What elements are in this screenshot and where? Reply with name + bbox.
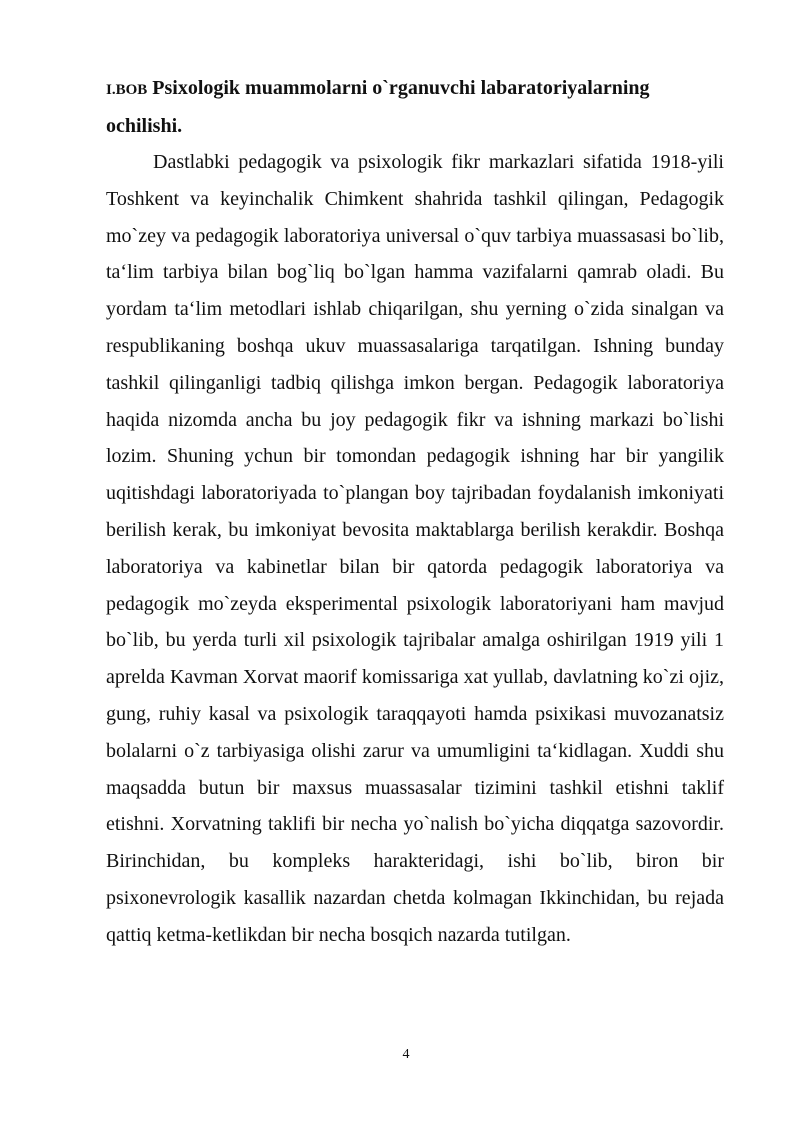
chapter-title: Psixologik muammolarni o`rganuvchi labaratoriyalarning ochilishi. xyxy=(106,77,650,137)
page-number: 4 xyxy=(402,1047,410,1062)
chapter-number: I.BOB xyxy=(106,82,148,98)
body-paragraph: Dastlabki pedagogik va psixologik fikr markazlari sifatida 1918-yili Toshkent va keyinchalik Chimkent shahrida tashkil qilingan, Pedagogik mo`zey va pedagogik laboratoriya universal o`quv tarbiya muassasasi bo`lib, ta‘lim tarbiya bilan bog`liq bo`lgan hamma vazifalarni qamrab oladi. Bu yordam ta‘lim metodlari ishlab chiqarilgan, shu yerning o`zida sinalgan va respublikaning boshqa ukuv muassasalariga tarqatilgan. Ishning bunday tashkil qilinganligi tadbiq qilishga imkon bergan. Pedagogik laboratoriya haqida nizomda ancha bu joy pedagogik fikr va ishning markazi bo`lishi lozim. Shuning ychun bir tomondan pedagogik ishning har bir yangilik uqitishdagi laboratoriyada to`plangan boy tajribadan foydalanish imkoniyati berilish kerak, bu imkoniyat bevosita maktablarga berilish kerakdir. Boshqa laboratoriya va kabinetlar bilan bir qatorda pedagogik laboratoriya va pedagogik mo`zeyda eksperimental psixologik laboratoriyani ham mavjud bo`lib, bu yerda turli xil psixologik tajribalar amalga oshirilgan 1919 yili 1 aprelda Kavman Xorvat maorif komissariga xat yullab, davlatning ko`zi ojiz, gung, ruhiy kasal va psixologik taraqqayoti hamda psixikasi muvozanatsiz bolalarni o`z tarbiyasiga olishi zarur va umumligini ta‘kidlagan. Xuddi shu maqsadda butun bir maxsus muassasalar tizimini tashkil etishni taklif etishni. Xorvatning taklifi bir necha yo`nalish bo`yicha diqqatga sazovordir. Birinchidan, bu kompleks harakteridagi, ishi bo`lib, biron bir psixonevrologik kasallik nazardan chetda kolmagan Ikkinchidan, bu rejada qattiq ketma-ketlikdan bir necha bosqich nazarda tutilgan. xyxy=(106,151,724,946)
chapter-heading xyxy=(106,70,724,144)
document-page xyxy=(106,70,724,954)
